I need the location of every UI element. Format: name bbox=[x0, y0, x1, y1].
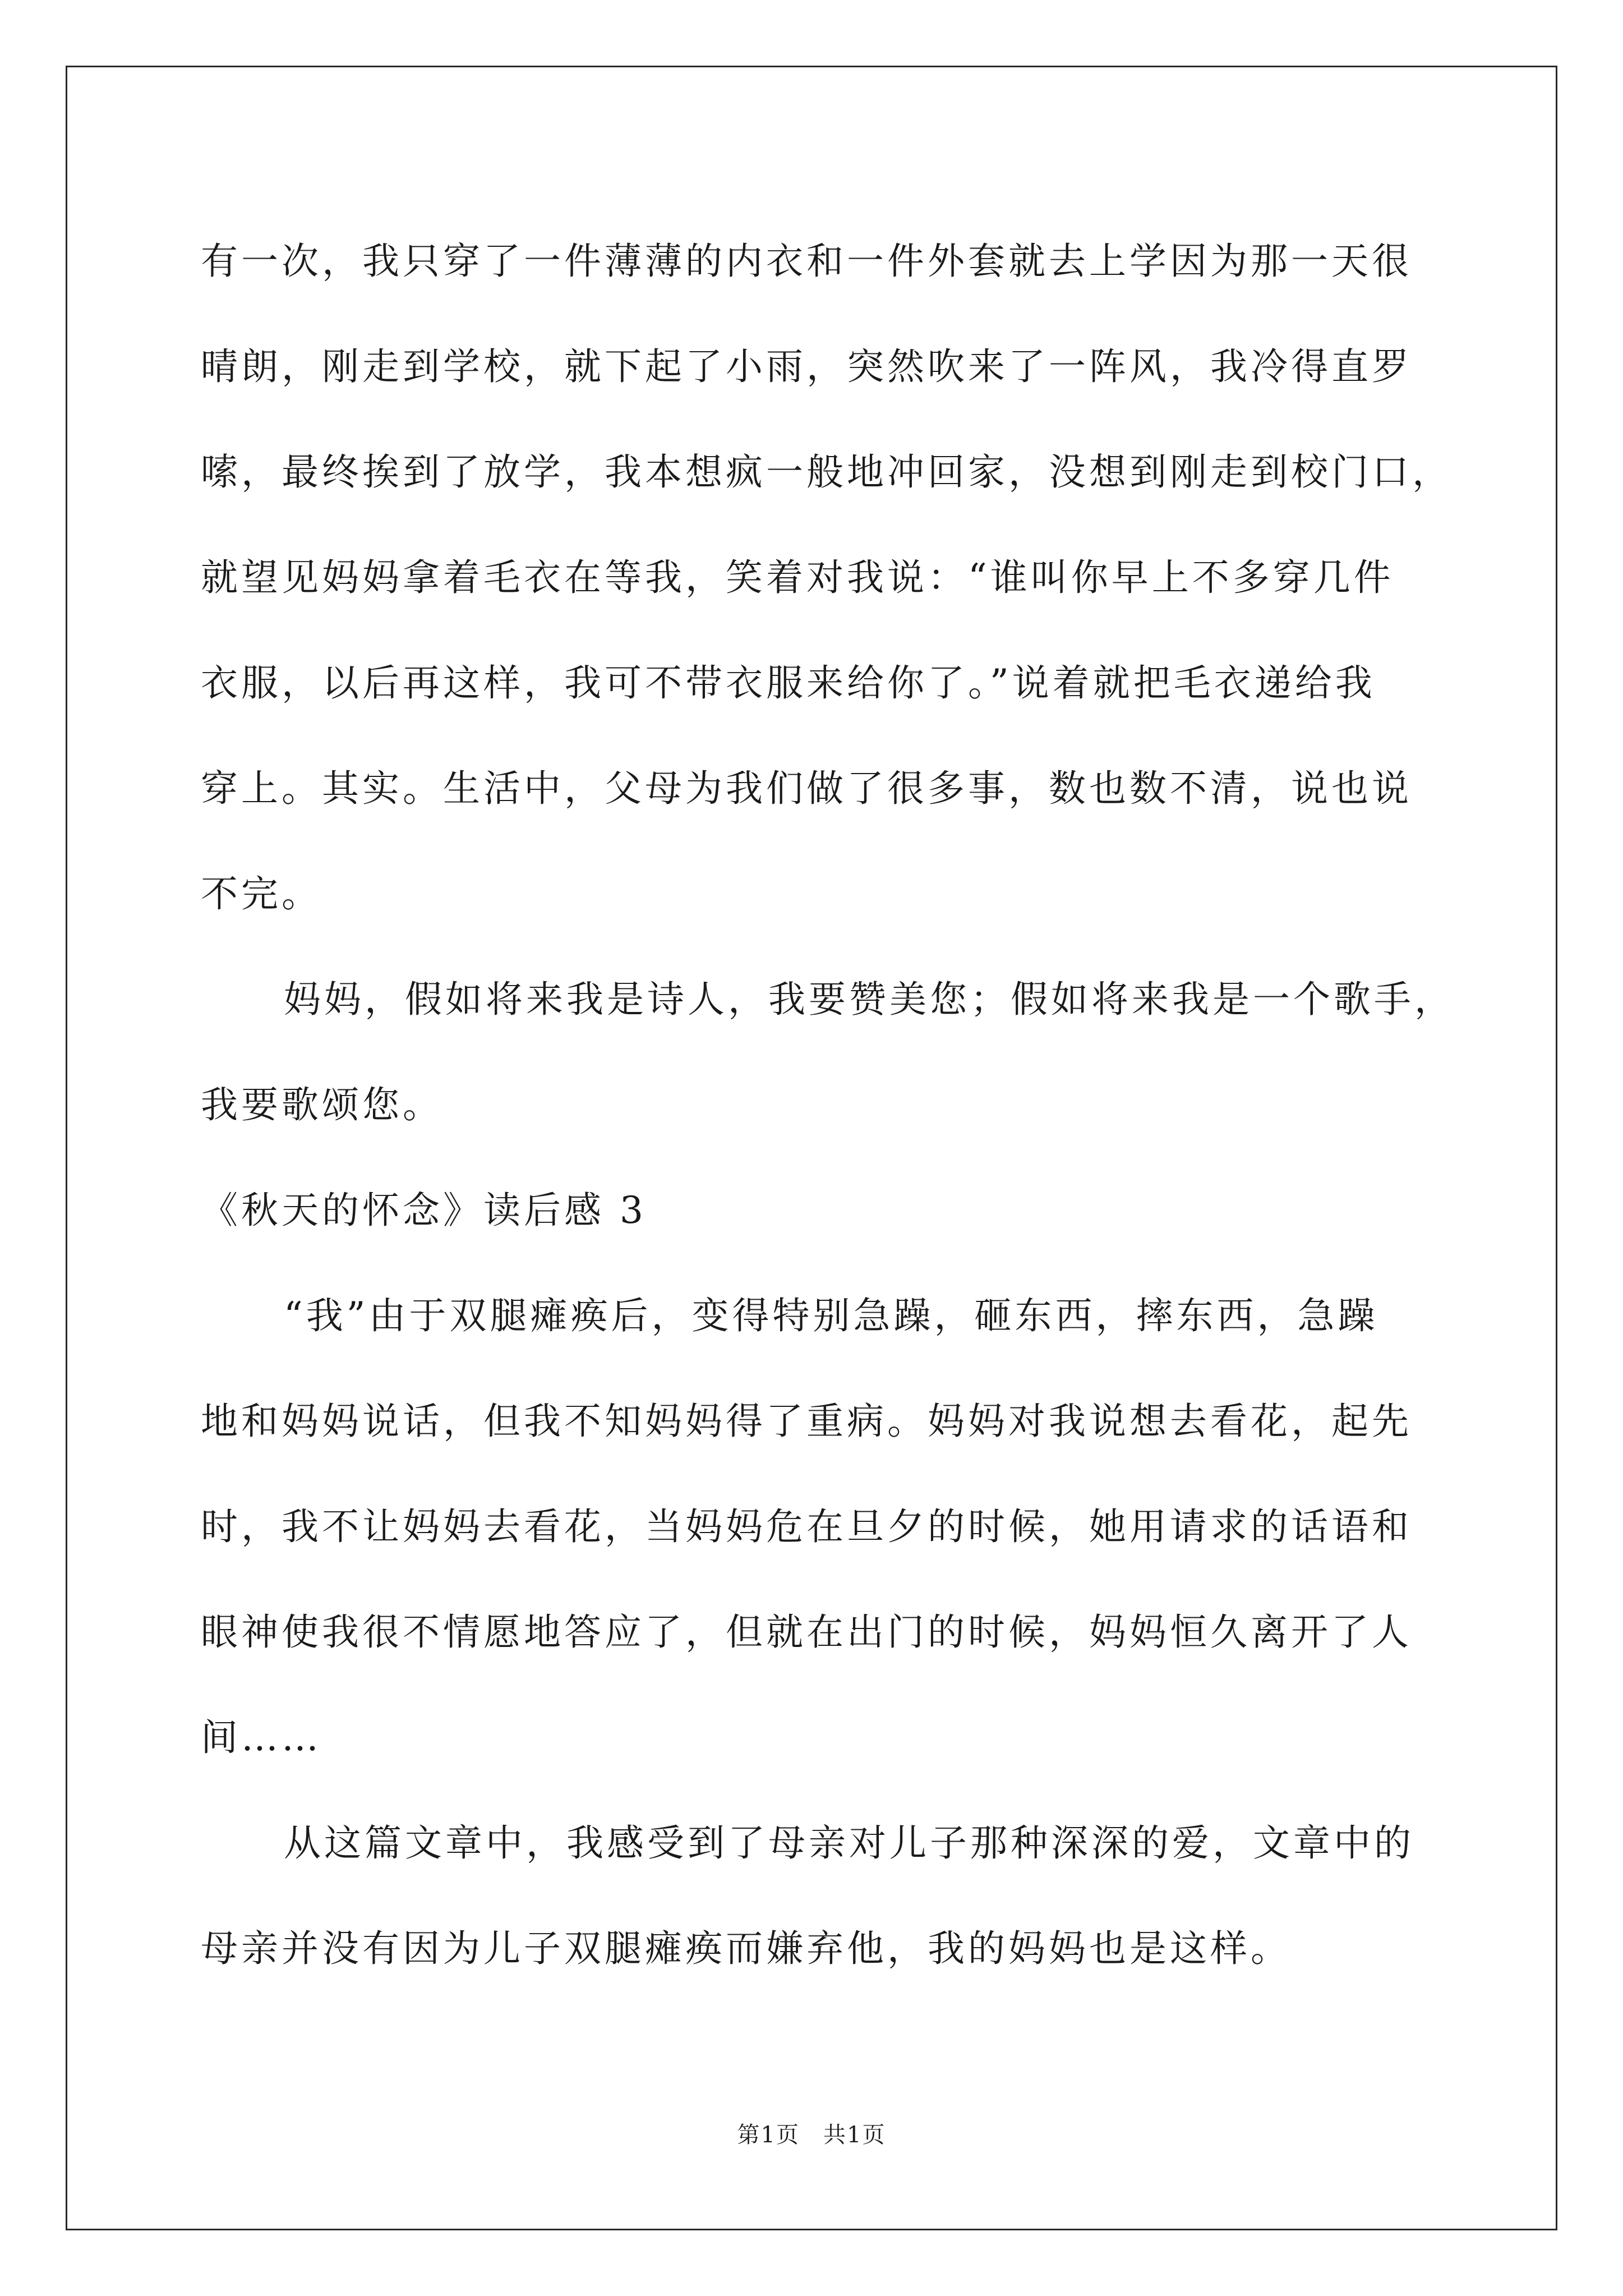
body-line: 从这篇文章中，我感受到了母亲对儿子那种深深的爱，文章中的 bbox=[284, 1821, 1414, 1865]
body-line: 眼神使我很不情愿地答应了，但就在出门的时候，妈妈恒久离开了人 bbox=[201, 1611, 1412, 1654]
page-number-footer: 第1页 共1页 bbox=[737, 2122, 886, 2148]
body-line: 穿上。其实。生活中，父母为我们做了很多事，数也数不清，说也说 bbox=[201, 767, 1412, 810]
body-line: 不完。 bbox=[201, 872, 322, 915]
body-line: 就望见妈妈拿着毛衣在等我，笑着对我说：“谁叫你早上不多穿几件 bbox=[201, 556, 1394, 599]
body-line: 妈妈，假如将来我是诗人，我要赞美您；假如将来我是一个歌手， bbox=[284, 978, 1455, 1021]
body-line: “我”由于双腿瘫痪后，变得特别急躁，砸东西，摔东西，急躁 bbox=[284, 1294, 1378, 1337]
body-line: 晴朗，刚走到学校，就下起了小雨，突然吹来了一阵风，我冷得直罗 bbox=[201, 345, 1412, 388]
body-line: 嗦，最终挨到了放学，我本想疯一般地冲回家，没想到刚走到校门口， bbox=[201, 450, 1453, 494]
document-body bbox=[201, 209, 1455, 2001]
body-line: 母亲并没有因为儿子双腿瘫痪而嫌弃他，我的妈妈也是这样。 bbox=[201, 1927, 1291, 1970]
body-line: 时，我不让妈妈去看花，当妈妈危在旦夕的时候，她用请求的话语和 bbox=[201, 1505, 1412, 1548]
section-heading: 《秋天的怀念》读后感 3 bbox=[201, 1189, 647, 1232]
body-line: 地和妈妈说话，但我不知妈妈得了重病。妈妈对我说想去看花，起先 bbox=[201, 1400, 1412, 1443]
body-line: 我要歌颂您。 bbox=[201, 1083, 443, 1126]
body-line: 衣服，以后再这样，我可不带衣服来给你了。”说着就把毛衣递给我 bbox=[201, 661, 1376, 705]
body-line: 间…… bbox=[201, 1716, 322, 1759]
body-line: 有一次，我只穿了一件薄薄的内衣和一件外套就去上学因为那一天很 bbox=[201, 240, 1412, 283]
